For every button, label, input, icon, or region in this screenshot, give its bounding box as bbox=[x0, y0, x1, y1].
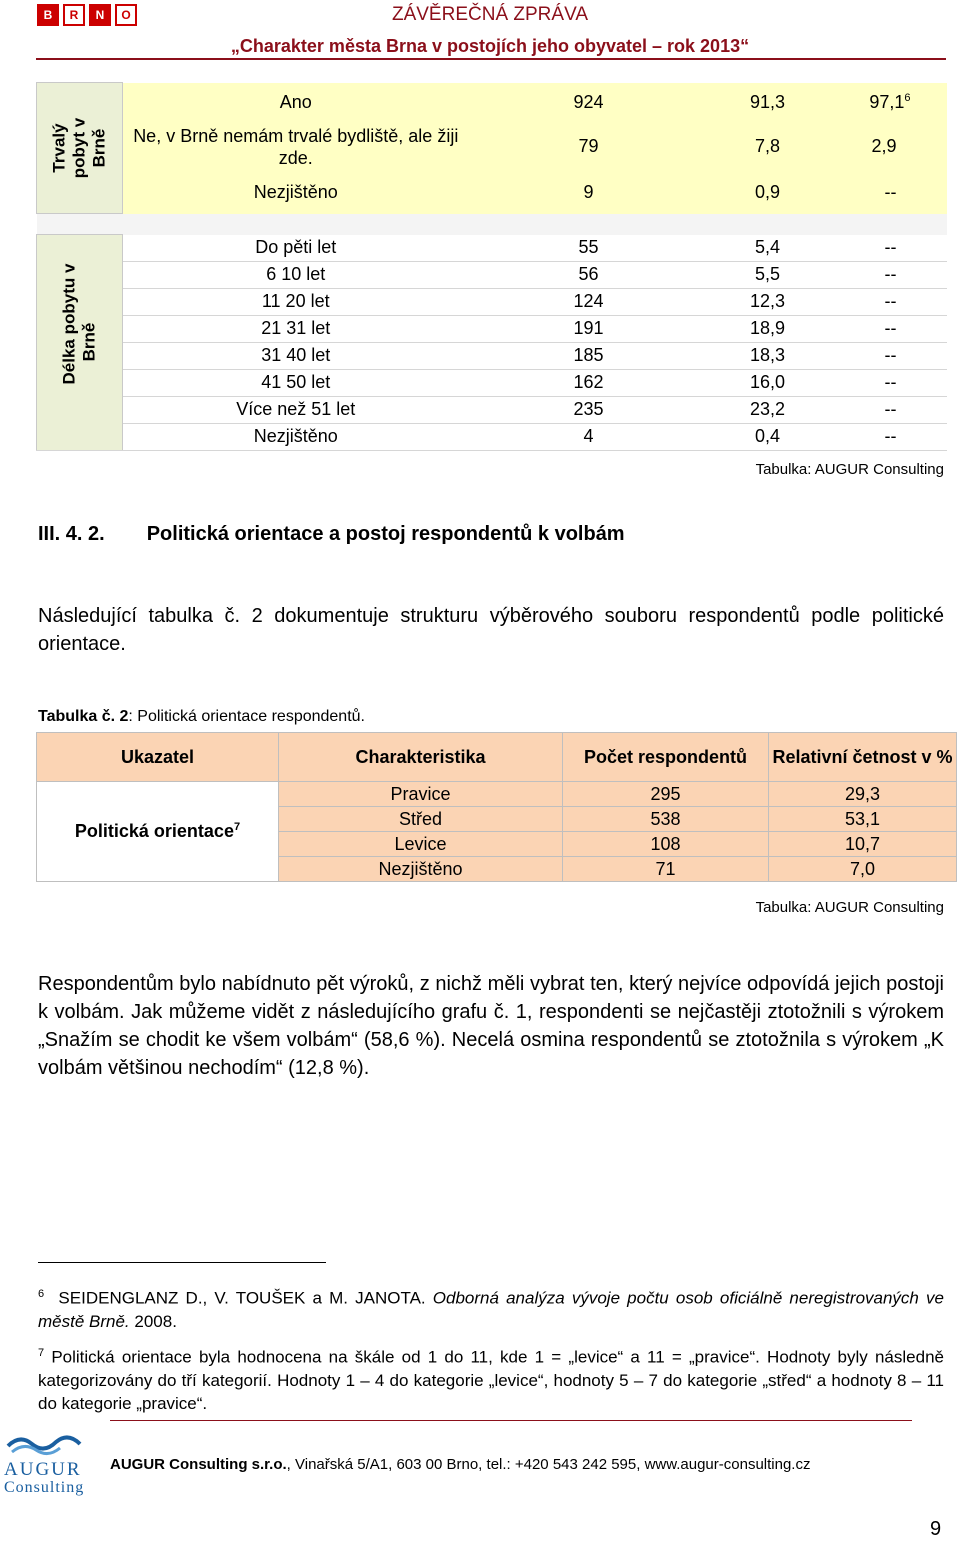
valid-pct-cell: -- bbox=[884, 181, 897, 202]
page-number: 9 bbox=[930, 1518, 942, 1540]
table-header-row bbox=[37, 733, 957, 782]
logo-text-augur: AUGUR bbox=[4, 1459, 82, 1480]
table-row bbox=[37, 235, 947, 262]
valid-pct-cell: -- bbox=[827, 423, 947, 450]
row-label: 31 40 let bbox=[123, 342, 469, 369]
footer-divider bbox=[110, 1420, 912, 1421]
table-spacer bbox=[37, 214, 947, 235]
pct-cell: 12,3 bbox=[709, 288, 827, 315]
row-label: Nezjištěno bbox=[253, 181, 338, 202]
table-row bbox=[37, 171, 947, 213]
table2-caption: Tabulka č. 2: Politická orientace respondentů. bbox=[38, 708, 365, 725]
table-row bbox=[37, 123, 947, 171]
footnote-divider bbox=[38, 1262, 326, 1263]
pct-cell: 0,4 bbox=[709, 423, 827, 450]
pct-cell: 18,9 bbox=[709, 315, 827, 342]
table-row bbox=[37, 396, 947, 423]
logo-letter-o: O bbox=[115, 4, 137, 26]
valid-pct-cell: -- bbox=[827, 396, 947, 423]
valid-pct-cell: -- bbox=[827, 261, 947, 288]
group-political-orientation: Politická orientace$^7$ bbox=[37, 782, 279, 882]
row-label: 41 50 let bbox=[123, 369, 469, 396]
pct-cell: 91,3 bbox=[749, 92, 786, 113]
augur-wave-icon bbox=[4, 1432, 104, 1456]
valid-pct-cell: 97,1$^6$ bbox=[869, 92, 911, 113]
valid-pct-cell: -- bbox=[827, 288, 947, 315]
table-row bbox=[37, 83, 947, 123]
header-relative-frequency: Relativní četnost v % bbox=[769, 733, 957, 782]
pct-cell: 16,0 bbox=[709, 369, 827, 396]
section-title: Politická orientace a postoj respondentů k volbám bbox=[146, 523, 625, 545]
pct-cell: 18,3 bbox=[709, 342, 827, 369]
report-title: ZÁVĚREČNÁ ZPRÁVA bbox=[391, 4, 589, 25]
augur-logo bbox=[4, 1432, 104, 1494]
valid-pct-cell: -- bbox=[827, 369, 947, 396]
count-cell: 924 bbox=[573, 92, 604, 113]
valid-pct-cell: -- bbox=[827, 342, 947, 369]
table-row bbox=[37, 369, 947, 396]
count-cell: 162 bbox=[469, 369, 709, 396]
header-characteristic: Charakteristika bbox=[279, 733, 563, 782]
section-number: III. 4. 2. bbox=[38, 523, 105, 545]
logo-letter-n: N bbox=[89, 4, 111, 26]
table-row bbox=[37, 315, 947, 342]
report-subtitle: „Charakter města Brna v postojích jeho obyvatel – rok 2013“ bbox=[230, 36, 750, 56]
table-row bbox=[37, 288, 947, 315]
pct-cell: 5,4 bbox=[709, 235, 827, 262]
count-cell: 124 bbox=[469, 288, 709, 315]
section-heading bbox=[38, 523, 625, 546]
count-cell: 56 bbox=[469, 261, 709, 288]
valid-pct-cell: -- bbox=[827, 235, 947, 262]
row-label: Pravice bbox=[279, 782, 563, 807]
count-cell: 4 bbox=[469, 423, 709, 450]
count-cell: 538 bbox=[563, 807, 769, 832]
footnote-6: $^6$ SEIDENGLANZ D., V. TOUŠEK a M. JANOTA. Odborná analýza vývoje počtu osob oficiálně neregistrovaných ve městě Brně. 2008. bbox=[38, 1288, 944, 1331]
logo-letter-b: B bbox=[37, 4, 59, 26]
count-cell: 55 bbox=[469, 235, 709, 262]
row-label: 21 31 let bbox=[123, 315, 469, 342]
table-row bbox=[37, 342, 947, 369]
intro-paragraph: Následující tabulka č. 2 dokumentuje strukturu výběrového souboru respondentů podle politické orientace. bbox=[38, 605, 944, 655]
header-count: Počet respondentů bbox=[563, 733, 769, 782]
valid-pct-cell: -- bbox=[827, 315, 947, 342]
row-label: Nezjištěno bbox=[279, 857, 563, 882]
table-row bbox=[37, 423, 947, 450]
pct-cell: 10,7 bbox=[769, 832, 957, 857]
row-label: Nezjištěno bbox=[123, 423, 469, 450]
pct-cell: 0,9 bbox=[754, 181, 781, 202]
pct-cell: 23,2 bbox=[709, 396, 827, 423]
row-label: Do pěti let bbox=[123, 235, 469, 262]
company-info: AUGUR Consulting s.r.o., Vinařská 5/A1, 603 00 Brno, tel.: +420 543 242 595, www.augur-consulting.cz bbox=[110, 1456, 811, 1473]
pct-cell: 5,5 bbox=[709, 261, 827, 288]
logo-letter-r: R bbox=[63, 4, 85, 26]
count-cell: 71 bbox=[563, 857, 769, 882]
table2-source: Tabulka: AUGUR Consulting bbox=[755, 899, 944, 916]
category-permanent-residence: Trvalý pobyt v Brně bbox=[37, 83, 123, 214]
pct-cell: 53,1 bbox=[769, 807, 957, 832]
pct-cell: 7,0 bbox=[769, 857, 957, 882]
pct-cell: 29,3 bbox=[769, 782, 957, 807]
table-row bbox=[37, 782, 957, 807]
results-paragraph: Respondentům bylo nabídnuto pět výroků, z nichž měli vybrat ten, který nejvíce odpovídá jejich postoji k volbám. Jak můžeme vidět z následujícího grafu č. 1, respondenti se nejčastěji ztotožnili s výrokem „Snažím se chodit ke všem volbám“ (58,6 %). Necelá osmina respondentů se ztotožnila s výrokem „K volbám většinou nechodím“ (12,8 %). bbox=[38, 973, 944, 1079]
row-label: Ne, v Brně nemám trvalé bydliště, ale žiji zde. bbox=[133, 125, 459, 168]
table1-source: Tabulka: AUGUR Consulting bbox=[755, 461, 944, 478]
residence-table bbox=[36, 82, 947, 451]
category-length-of-stay: Délka pobytu v Brně bbox=[37, 235, 123, 451]
row-label: 11 20 let bbox=[123, 288, 469, 315]
pct-cell: 7,8 bbox=[754, 136, 781, 157]
header-indicator: Ukazatel bbox=[37, 733, 279, 782]
row-label: Levice bbox=[279, 832, 563, 857]
logo-text-consulting: Consulting bbox=[4, 1479, 85, 1496]
row-label: 6 10 let bbox=[123, 261, 469, 288]
count-cell: 9 bbox=[583, 181, 594, 202]
count-cell: 185 bbox=[469, 342, 709, 369]
table-row bbox=[37, 261, 947, 288]
count-cell: 191 bbox=[469, 315, 709, 342]
count-cell: 295 bbox=[563, 782, 769, 807]
valid-pct-cell: 2,9 bbox=[871, 136, 897, 157]
row-label: Střed bbox=[279, 807, 563, 832]
footnote-7: $^7$ Politická orientace byla hodnocena na škále od 1 do 11, kde 1 = „levice“ a 11 = „pravice“. Hodnoty byly následně kategorizovány do tří kategorií. Hodnoty 1 – 4 do kategorie „levice“, hodnoty 5 – 7 do kategorie „střed“ a hodnoty 8 – 11 do kategorie „pravice“. bbox=[38, 1347, 944, 1413]
row-label: Více než 51 let bbox=[123, 396, 469, 423]
count-cell: 79 bbox=[578, 136, 599, 157]
header-divider bbox=[36, 58, 946, 60]
row-label: Ano bbox=[279, 92, 312, 113]
count-cell: 235 bbox=[469, 396, 709, 423]
political-orientation-table bbox=[36, 732, 957, 882]
count-cell: 108 bbox=[563, 832, 769, 857]
